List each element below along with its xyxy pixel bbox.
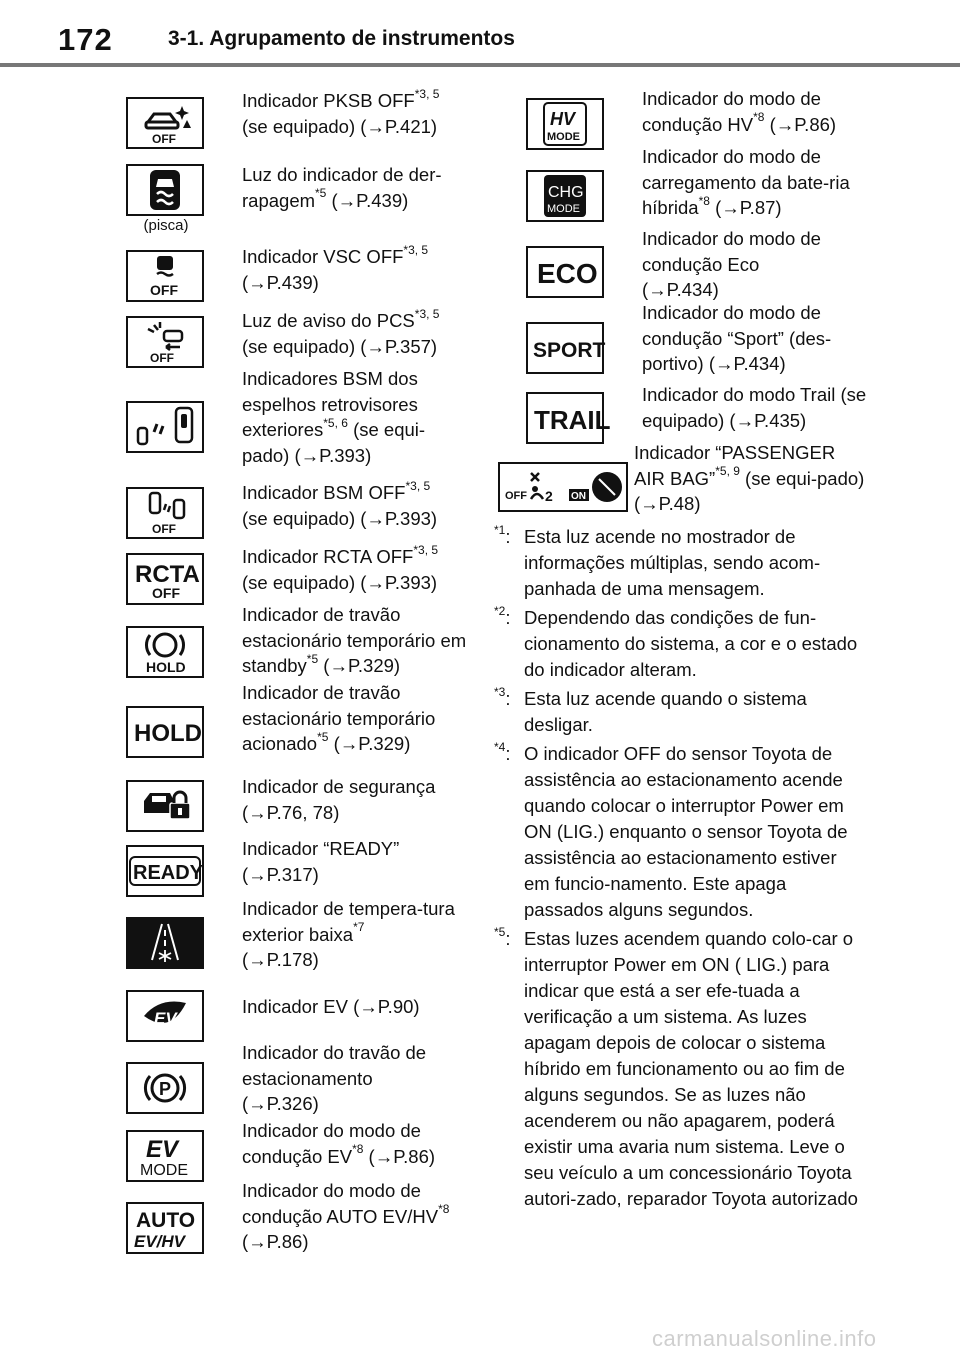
footnote: $^{*3}$: Esta luz acende quando o sistema desligar. (494, 684, 807, 735)
item-sup: *3, 5 (405, 478, 431, 493)
item-ref: (→P.178) (242, 949, 319, 970)
footnote-mark: *2 (494, 603, 506, 618)
item-sup: *8 (698, 193, 710, 208)
item-desc: Indicador do modo de condução EV (242, 1120, 421, 1167)
footnote: $^{*5}$: Estas luzes acendem quando colo-car o interruptor Power em ON ( LIG.) para indicar que está a ser efe-tuada a verificação a um sistema. As luzes apagam depois de colocar o sistema híbrido em funcionamento ou ao fim de alguns segundos. Se as luzes não acenderem ou não apagarem, poderá existir uma avaria num sistema. Leve o seu veículo a um concessionário Toyota autori-zado, reparador Toyota autorizado (494, 924, 858, 1209)
item-sup: *5 (306, 651, 319, 666)
item-desc: Indicador de segurança (242, 776, 436, 797)
passenger-airbag-icon (498, 462, 628, 512)
brake-hold-standby-icon (126, 626, 204, 678)
skid-slip-icon (126, 164, 204, 216)
ev-mode-icon (126, 1130, 204, 1182)
watermark: carmanualsonline.info (652, 1326, 877, 1351)
item-sup: *5 (315, 186, 327, 201)
footnote: $^{*2}$: Dependendo das condições de fun-cionamento do sistema, a cor e o estado do indicador alteram. (494, 603, 858, 680)
hv-label: HV (550, 109, 576, 129)
trail-label: TRAIL (534, 405, 611, 435)
ev-indicator-icon (126, 990, 204, 1042)
item-ref: (→P.329) (323, 655, 401, 676)
item-desc: Indicador PKSB OFF (242, 90, 415, 111)
footnote: $^{*1}$: Esta luz acende no mostrador de informações múltiplas, sendo acom-panhada de uma mensagem. (494, 522, 821, 599)
ev-mode-top-label: EV (146, 1136, 179, 1163)
item-ref: (→P.76, 78) (242, 801, 340, 823)
item-sup: *7 (353, 920, 365, 935)
item-desc: Indicador do modo de condução “Sport” (des-portivo) (→P.434) (642, 302, 832, 374)
item-sup: *3, 5 (414, 306, 440, 321)
item-desc: Luz do indicador de der-rapagem (242, 164, 442, 211)
pksb-off-icon (126, 97, 204, 149)
item-ref: (→P.86) (368, 1145, 436, 1167)
footnote-text: Estas luzes acendem quando colo-car o interruptor Power em ON ( LIG.) para indicar que está a ser efe-tuada a verificação a um sistema. As luzes apagam depois de colocar o sistema híbrido em funcionamento ou ao fim de alguns segundos. Se as luzes não acenderem ou não apagarem, poderá existir uma avaria num sistema. Leve o seu veículo a um concessionário Toyota autori-zado, reparador Toyota autorizado (524, 928, 858, 1209)
pcs-warning-icon (126, 316, 204, 368)
item-desc: Indicador do modo de carregamento da bate-ria híbrida (642, 146, 850, 218)
parking-brake-icon (126, 1062, 204, 1114)
svg-text:P: P (159, 1079, 172, 1099)
rcta-off-icon (126, 553, 204, 605)
item-ref: (→P.317) (242, 863, 319, 885)
item-ref: (se equi-pado) (→P.393) (242, 419, 426, 466)
svg-text:2: 2 (545, 488, 553, 504)
item-desc: Indicador do modo Trail (se equipado) (→P.435) (642, 384, 867, 431)
header-divider (0, 63, 960, 67)
item-desc: Indicador do modo de condução AUTO EV/HV (242, 1180, 439, 1227)
footnotes (494, 524, 860, 1215)
hv-mode-icon (526, 98, 604, 150)
rcta-label: RCTA (135, 561, 200, 588)
footnote-mark: *5 (494, 924, 506, 939)
eco-label: ECO (537, 258, 598, 289)
hv-mode-label: MODE (547, 131, 580, 143)
auto-ev-hv-icon (126, 1202, 204, 1254)
item-sup: *3, 5 (403, 242, 429, 257)
item-ref: (se equipado) (→P.357) (242, 335, 438, 357)
footnote-text: Dependendo das condições de fun-cionamento do sistema, a cor e o estado do indicador alteram. (524, 607, 858, 680)
hold-big-label: HOLD (134, 720, 202, 747)
ready-icon (126, 845, 204, 897)
item-sup: *5, 6 (323, 415, 348, 430)
item-desc: Indicador “READY” (242, 838, 400, 859)
item-sup: *8 (438, 1202, 450, 1217)
rcta-off-label: OFF (152, 585, 180, 601)
item-ref: (→P.439) (242, 271, 319, 293)
vsc-off-label: OFF (150, 282, 178, 298)
item-ref: (se equipado) (→P.421) (242, 115, 438, 137)
brake-hold-active-icon (126, 706, 204, 758)
ev-label: EV (154, 1009, 177, 1028)
footnote-mark: *4 (494, 739, 506, 754)
item-desc: Indicador EV (→P.90) (242, 996, 420, 1017)
vsc-off-icon (126, 250, 204, 302)
item-ref: (→P.326) (242, 1093, 319, 1114)
item-desc: Indicador de travão estacionário temporário em standby (242, 604, 467, 676)
footnote-mark: *1 (494, 522, 506, 537)
chg-mode-icon (526, 170, 604, 222)
bsm-off-icon (126, 487, 204, 539)
item-ref: (se equipado) (→P.393) (242, 571, 438, 593)
page-header (0, 0, 960, 66)
bsm-off-label: OFF (152, 522, 176, 536)
item-desc: Indicador VSC OFF (242, 246, 404, 267)
item-desc: Indicador RCTA OFF (242, 546, 414, 567)
item-ref: (→P.87) (715, 197, 782, 218)
item-ref: (→P.434) (642, 279, 719, 300)
low-temp-icon (126, 917, 204, 969)
item-ref: (→P.329) (333, 733, 411, 754)
trail-icon (526, 392, 611, 444)
airbag-on-label: ON (571, 491, 586, 502)
item-desc: Indicador BSM OFF (242, 482, 406, 503)
section-title: 3-1. Agrupamento de instrumentos (168, 27, 515, 50)
eco-icon (526, 246, 604, 298)
item-sup: *8 (352, 1142, 364, 1157)
item-sup: *8 (753, 110, 765, 125)
flash-caption: (pisca) (143, 217, 189, 234)
item-desc: Indicador do modo de condução HV (642, 88, 821, 135)
footnote-mark: *3 (494, 684, 506, 699)
sport-label: SPORT (533, 339, 606, 362)
airbag-off-label: OFF (505, 490, 527, 502)
item-ref: (→P.86) (769, 113, 837, 135)
footnote: $^{*4}$: O indicador OFF do sensor Toyota de assistência ao estacionamento acende quando colocar o interruptor Power em ON (LIG.) enquanto o sensor Toyota de assistência ao estacionamento estiver em funcio-namento. Este apaga passados alguns segundos. (494, 739, 848, 920)
footnote-text: Esta luz acende no mostrador de informações múltiplas, sendo acom-panhada de uma mensagem. (524, 526, 821, 599)
chg-label: CHG (548, 184, 584, 201)
ev-mode-bottom-label: MODE (140, 1162, 188, 1179)
pcs-off-label: OFF (150, 351, 174, 365)
chg-mode-label: MODE (547, 203, 580, 215)
security-icon (126, 780, 204, 832)
auto-top-label: AUTO (136, 1209, 196, 1232)
item-desc: Indicador “PASSENGER AIR BAG” (634, 442, 836, 489)
item-sup: *5 (317, 729, 329, 744)
item-desc: Luz de aviso do PCS (242, 310, 415, 331)
item-desc: Indicador de travão estacionário temporário acionado (242, 682, 436, 754)
item-desc: Indicadores BSM dos espelhos retrovisores exteriores (242, 368, 418, 440)
item-desc: Indicador de tempera-tura exterior baixa (242, 898, 455, 945)
item-ref: (se equi-pado) (→P.48) (634, 467, 865, 514)
item-desc: Indicador do travão de estacionamento (242, 1042, 427, 1089)
sport-icon (526, 322, 604, 374)
item-sup: *3, 5 (414, 86, 440, 101)
item-ref: (→P.439) (331, 189, 409, 211)
page-number: 172 (58, 22, 113, 57)
auto-bottom-label: EV/HV (134, 1232, 186, 1251)
item-ref: (se equipado) (→P.393) (242, 507, 438, 529)
bsm-mirror-icon (126, 401, 204, 453)
item-ref: (→P.86) (242, 1231, 309, 1252)
pksb-off-label: OFF (152, 132, 176, 146)
footnote-text: Esta luz acende quando o sistema desligar. (524, 688, 807, 735)
hold-small-label: HOLD (146, 659, 186, 675)
item-desc: Indicador do modo de condução Eco (642, 228, 821, 275)
ready-label: READY (133, 862, 204, 884)
item-sup: *3, 5 (413, 542, 439, 557)
footnote-text: O indicador OFF do sensor Toyota de assistência ao estacionamento acende quando colocar o interruptor Power em ON (LIG.) enquanto o sensor Toyota de assistência ao estacionamento estiver em funcio-namento. Este apaga passados alguns segundos. (524, 743, 848, 920)
item-sup: *5, 9 (715, 464, 740, 479)
